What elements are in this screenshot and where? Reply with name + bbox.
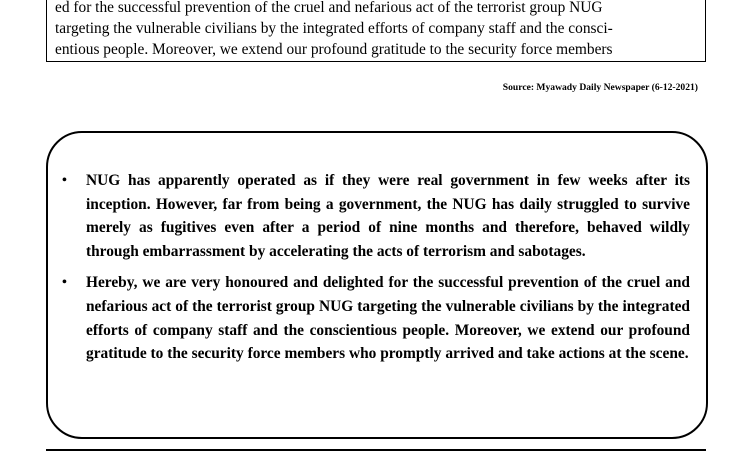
summary-bullet-list bbox=[62, 169, 690, 374]
bottom-divider bbox=[46, 449, 706, 451]
excerpt-line-1: ed for the successful prevention of the cruel and nefarious act of the terrorist group NUG bbox=[55, 0, 603, 16]
bullet-marker: • bbox=[62, 173, 67, 188]
bullet-marker: • bbox=[62, 275, 67, 291]
source-citation: Source: Myawady Daily Newspaper (6-12-2021) bbox=[502, 82, 698, 93]
bullet-item-nug-operation bbox=[62, 169, 690, 263]
bullet-item-gratitude bbox=[62, 271, 690, 365]
bullet-text-gratitude: Hereby, we are very honoured and delighted for the successful prevention of the cruel and nefarious act of the terrorist group NUG targeting the vulnerable civilians by the integrated efforts of company staff and the conscientious people. Moreover, we extend our profound gratitude to the security force members who promptly arrived and take actions at the scene. bbox=[86, 274, 690, 363]
excerpt-line-3: entious people. Moreover, we extend our profound gratitude to the security force members bbox=[55, 41, 613, 58]
bullet-text-nug-operation: NUG has apparently operated as if they were real government in few weeks after its inception. However, far from being a government, the NUG has daily struggled to survive merely as fugitives even after a period of nine months and therefore, behaved wildly through embarrassment by accelerating the acts of terrorism and sabotages. bbox=[86, 172, 690, 260]
excerpt-line-2: targeting the vulnerable civilians by the integrated efforts of company staff and the consci- bbox=[55, 20, 613, 37]
excerpt-box bbox=[46, 0, 706, 62]
